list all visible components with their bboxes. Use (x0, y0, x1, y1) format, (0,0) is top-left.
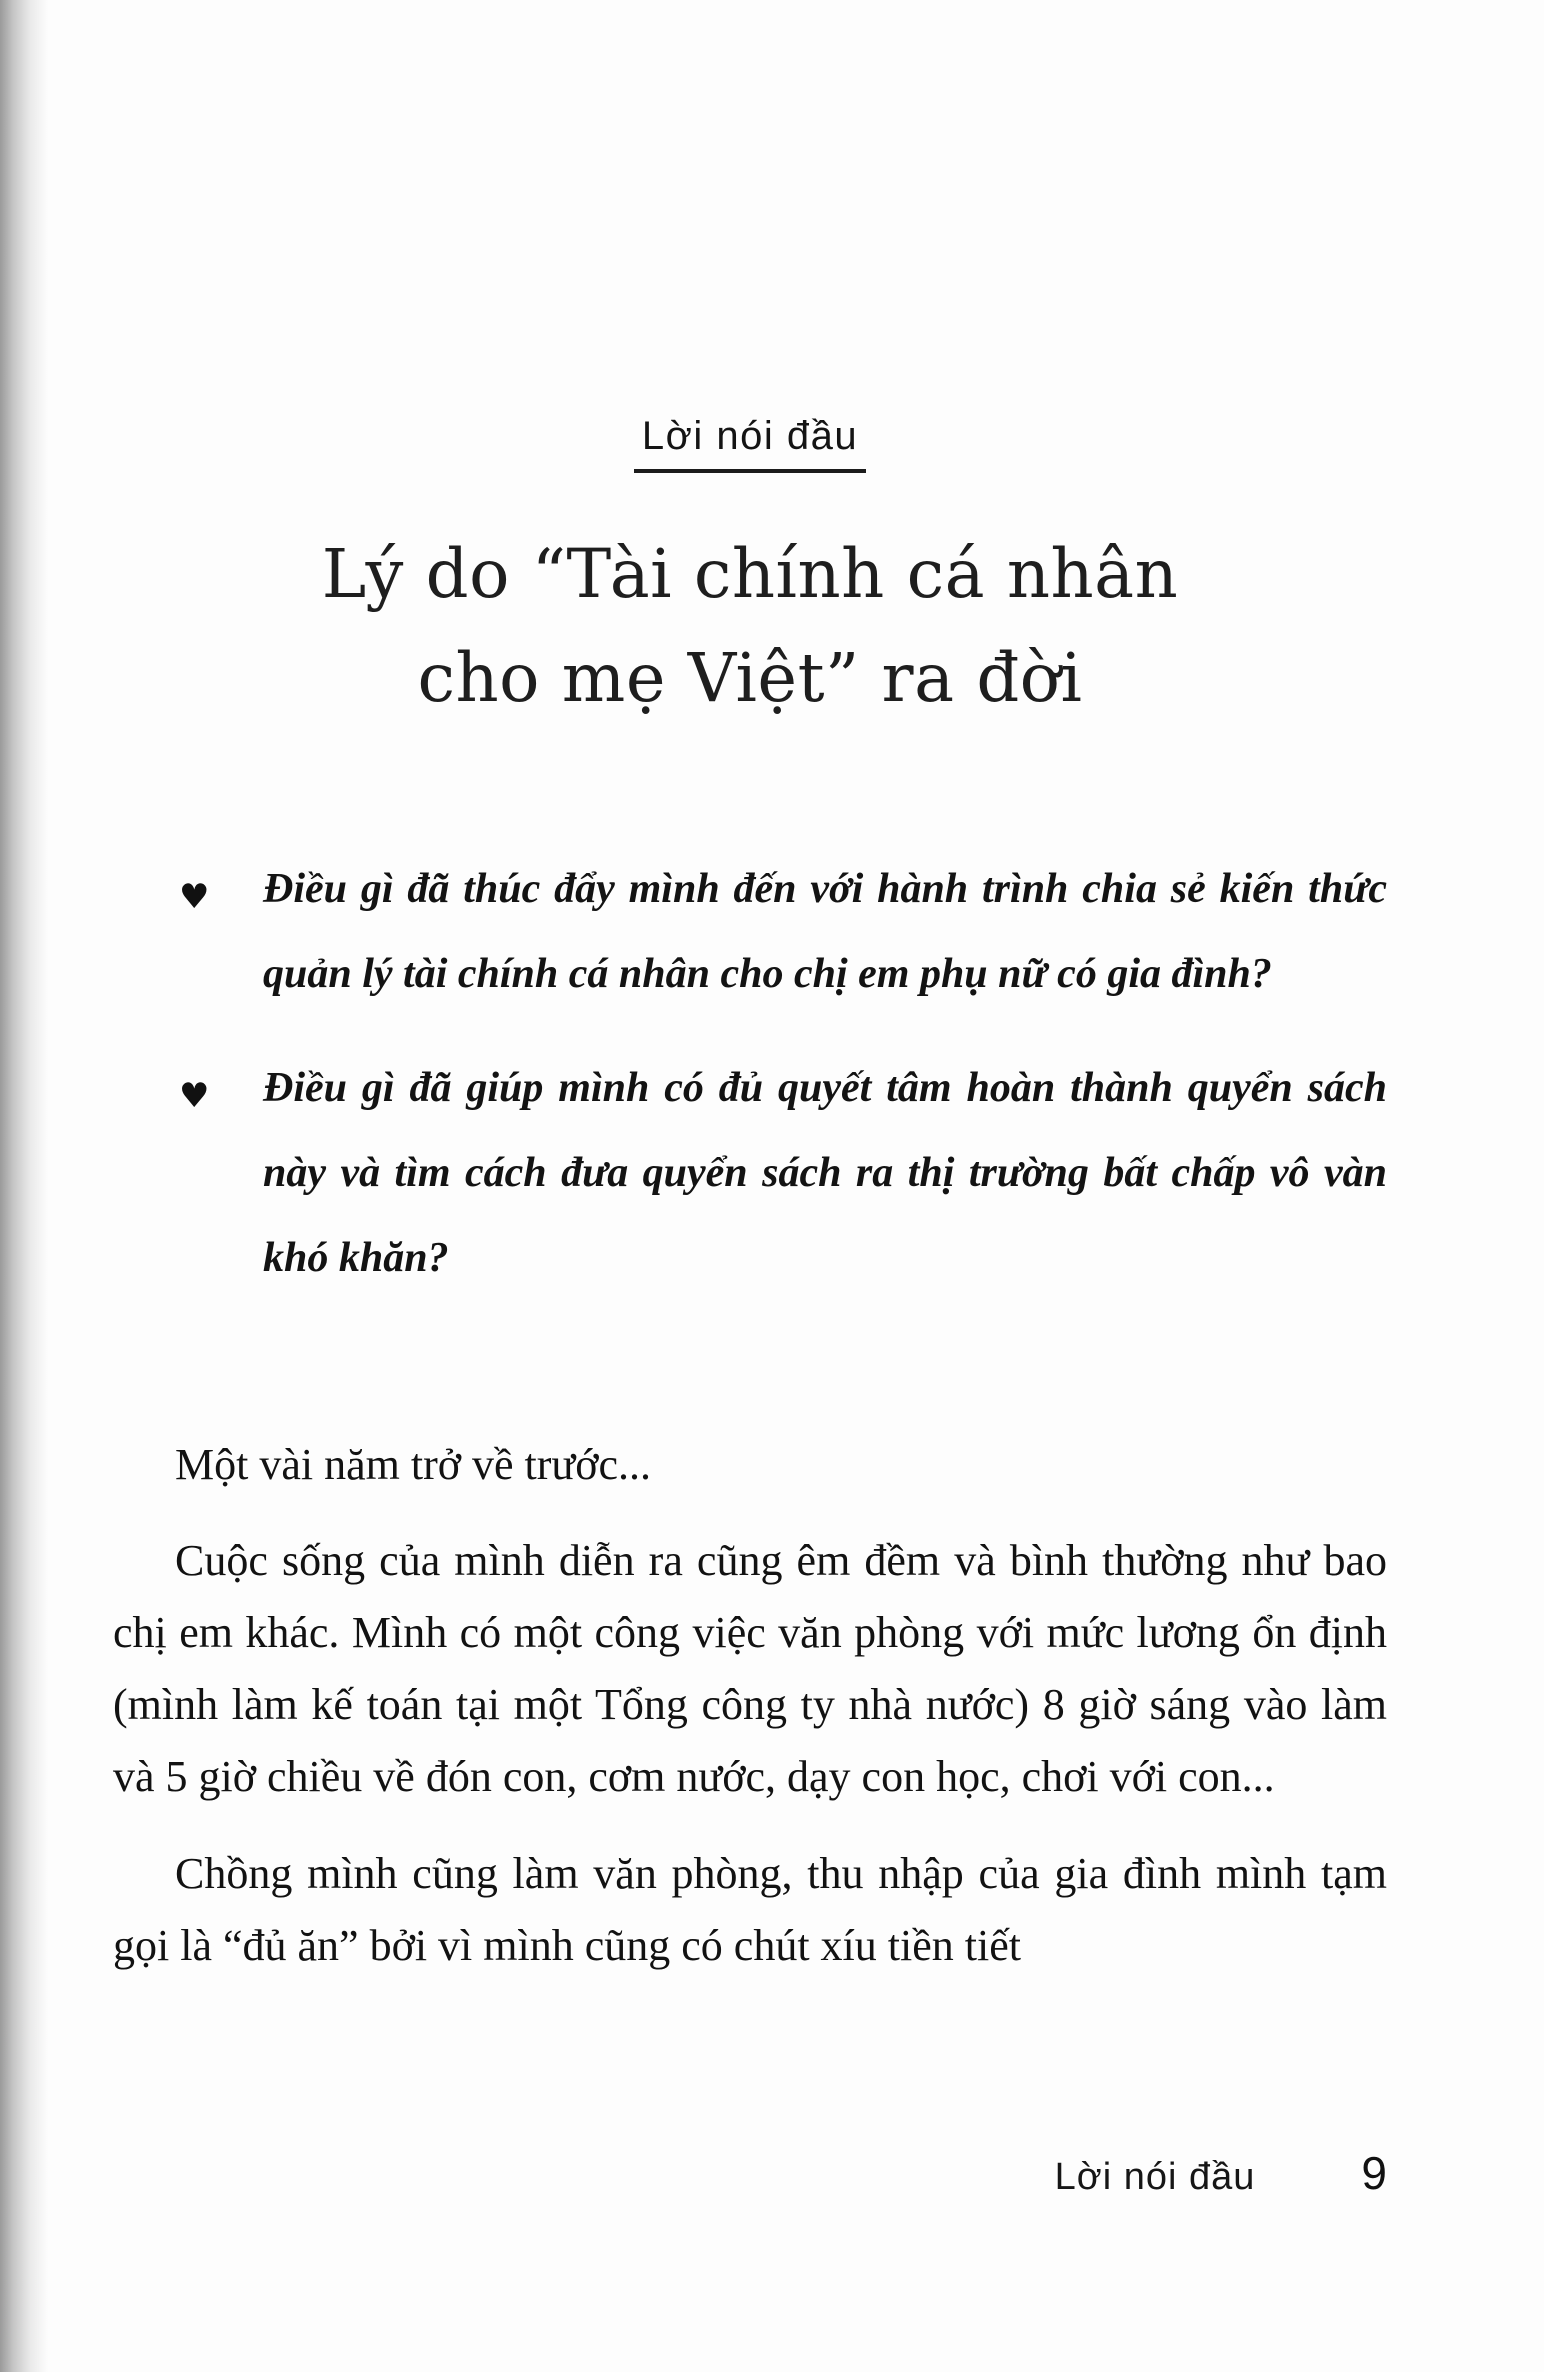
page-footer (1055, 2146, 1387, 2200)
section-header (113, 0, 1387, 473)
chapter-title-line2: cho mẹ Việt” ra đời (417, 638, 1083, 717)
body-paragraph: Cuộc sống của mình diễn ra cũng êm đềm và bình thường như bao chị em khác. Mình có một công việc văn phòng với mức lương ổn định (mình làm kế toán tại một Tổng công ty nhà nước) 8 giờ sáng vào làm và 5 giờ chiều về đón con, cơm nước, dạy con học, chơi với con... (113, 1535, 1387, 1802)
chapter-title-line1: Lý do “Tài chính cá nhân (321, 535, 1179, 613)
body-paragraph: Chồng mình cũng làm văn phòng, thu nhập của gia đình mình tạm gọi là “đủ ăn” bởi vì mình cũng có chút xíu tiền tiết (113, 1848, 1387, 1970)
footer-section-label: Lời nói đầu (1054, 2156, 1256, 2198)
bullet-item (179, 1046, 1387, 1300)
heart-bullet-icon: ♥ (179, 876, 210, 917)
heart-bullet-icon: ♥ (179, 1076, 210, 1117)
question-bullet-list (113, 847, 1387, 1301)
section-header-label: Lời nói đầu (634, 414, 866, 473)
bullet-text: Điều gì đã thúc đẩy mình đến với hành trình chia sẻ kiến thức quản lý tài chính cá nhân cho chị em phụ nữ có gia đình? (263, 865, 1387, 997)
bullet-text: Điều gì đã giúp mình có đủ quyết tâm hoàn thành quyển sách này và tìm cách đưa quyển sách ra thị trường bất chấp vô vàn khó khăn? (263, 1065, 1387, 1281)
lead-paragraph: Một vài năm trở về trước... (175, 1439, 652, 1489)
bullet-item (179, 847, 1387, 1017)
chapter-title (113, 523, 1387, 731)
page-number: 9 (1361, 2147, 1387, 2199)
